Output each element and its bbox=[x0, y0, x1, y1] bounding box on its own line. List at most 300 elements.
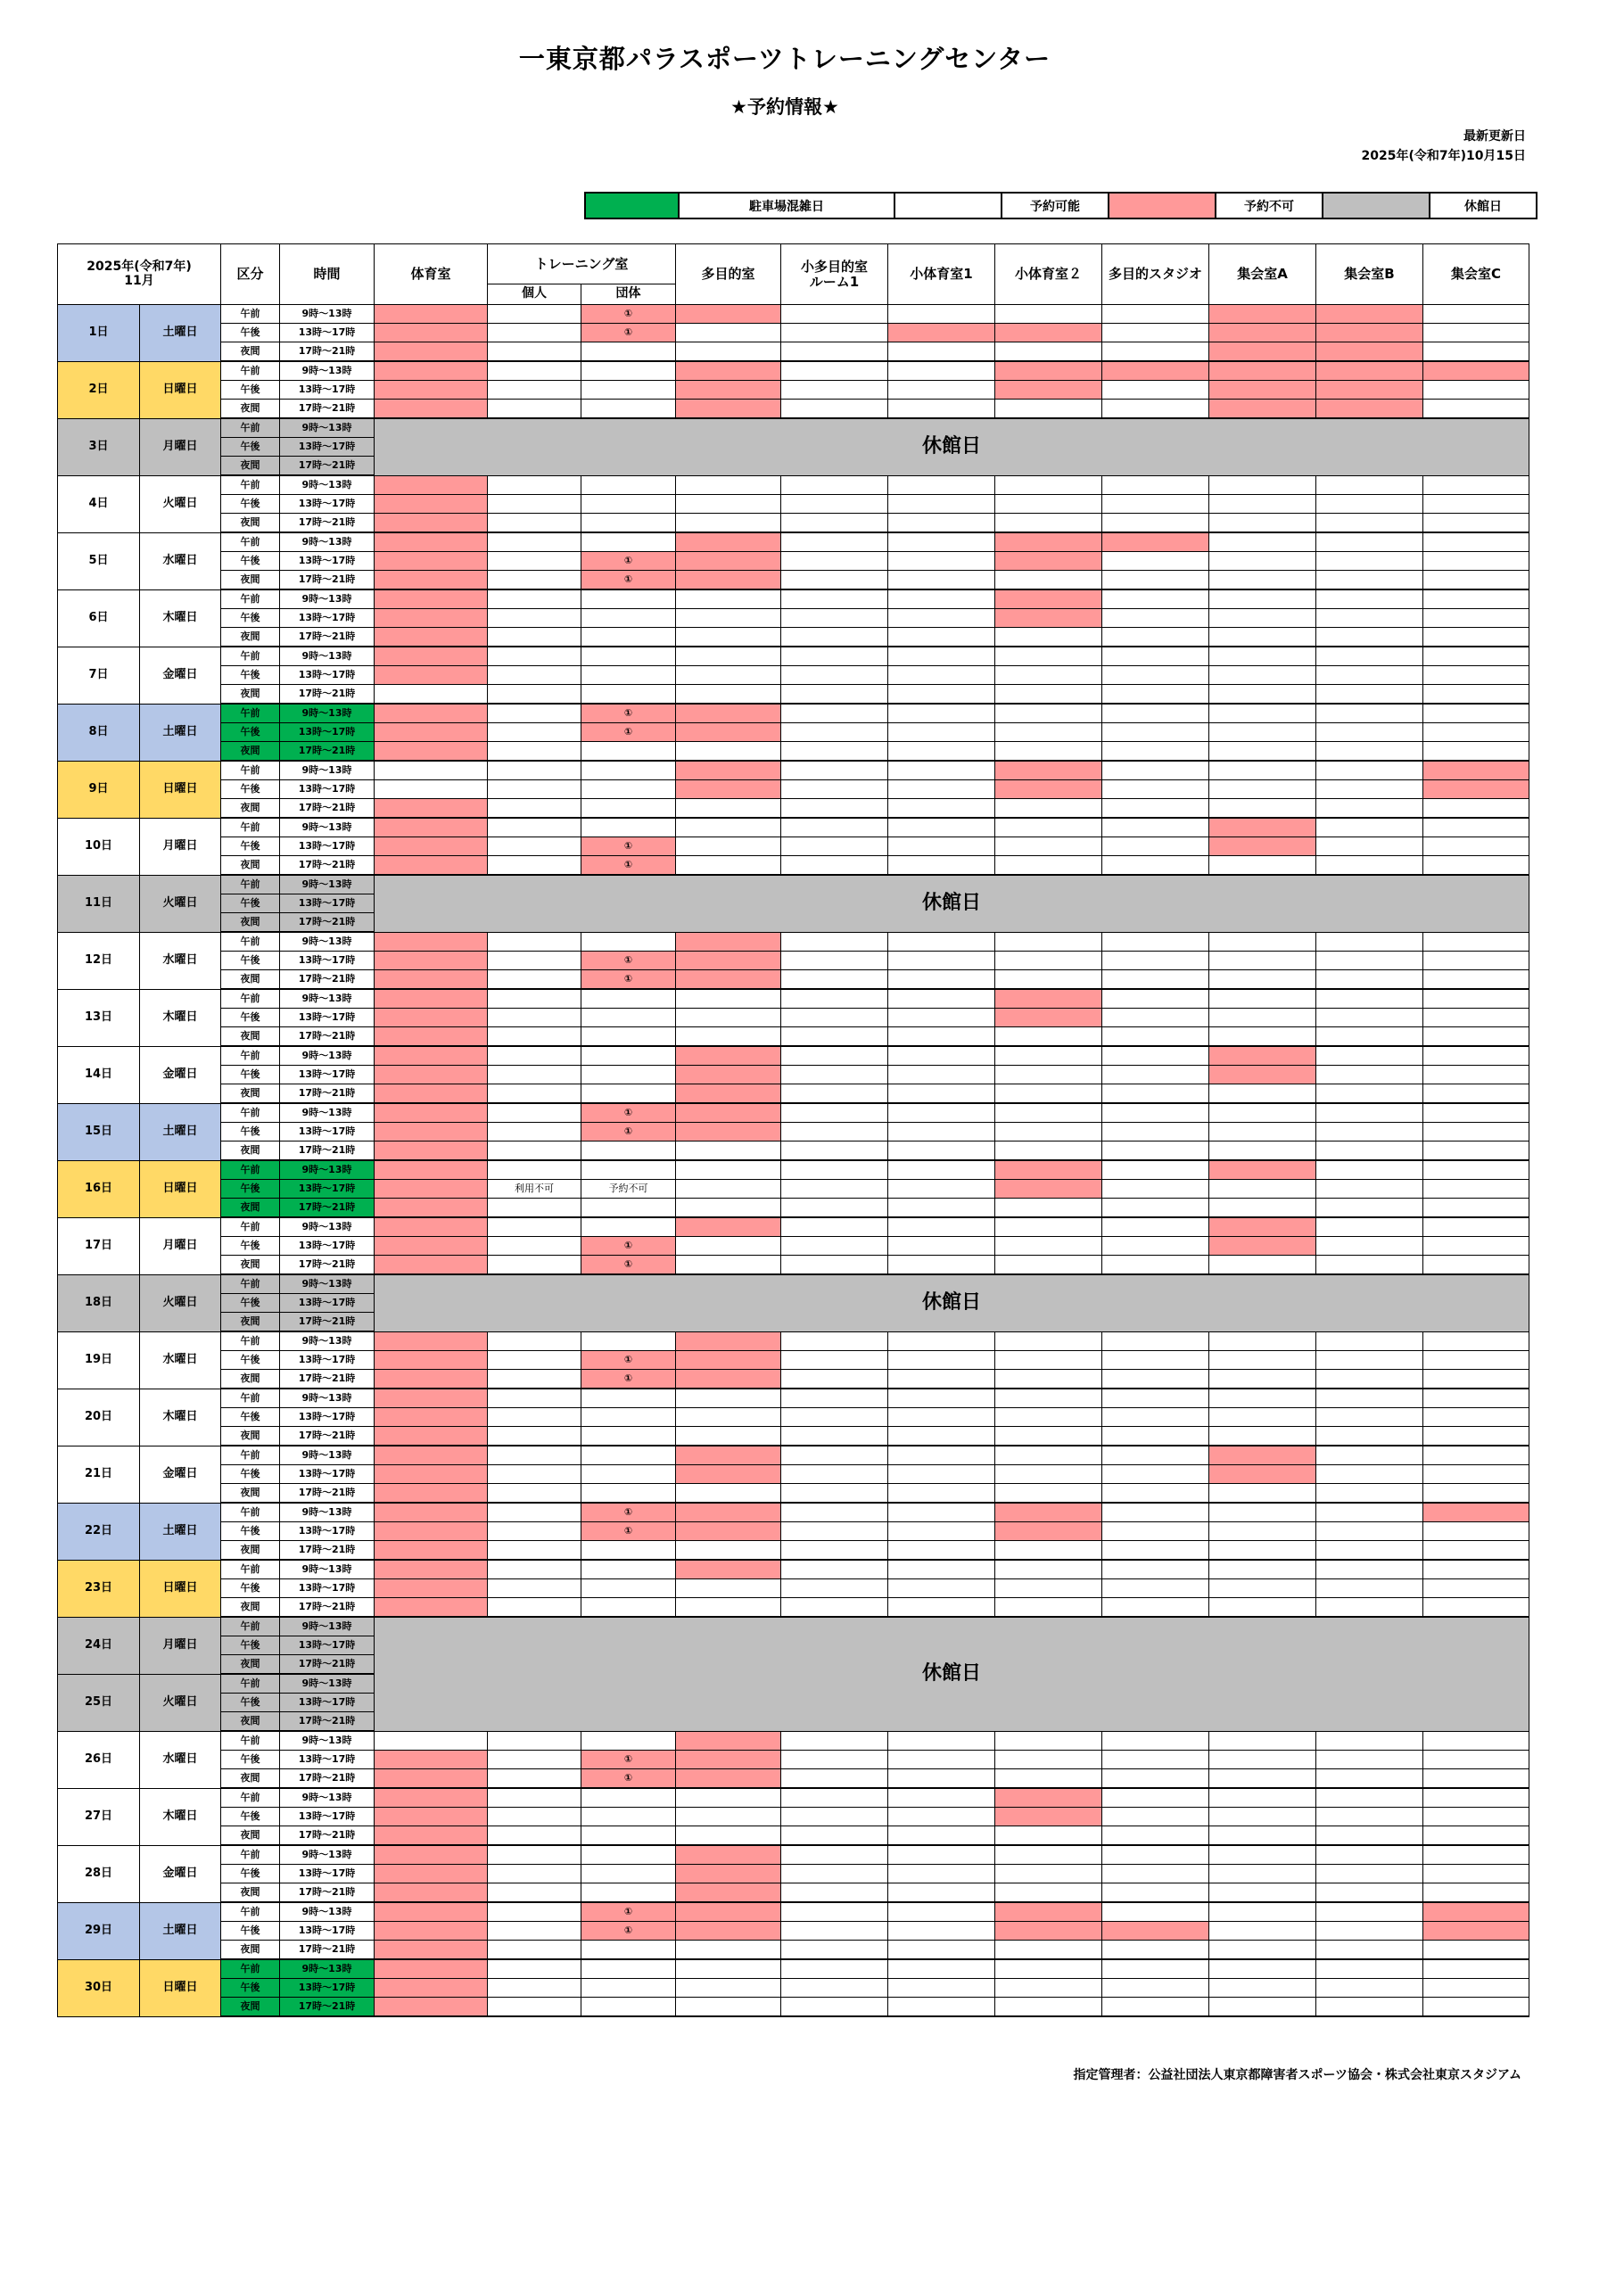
booking-cell-tr2[interactable]: ① bbox=[581, 1522, 676, 1541]
booking-cell-multi[interactable] bbox=[676, 1845, 781, 1865]
booking-cell-b[interactable] bbox=[1316, 552, 1423, 571]
booking-cell-b[interactable] bbox=[1316, 723, 1423, 742]
booking-cell-studio[interactable] bbox=[1102, 400, 1209, 419]
booking-cell-studio[interactable] bbox=[1102, 1427, 1209, 1446]
booking-cell-tr2[interactable] bbox=[581, 1598, 676, 1618]
booking-cell-s1[interactable] bbox=[888, 818, 995, 837]
booking-cell-s2[interactable] bbox=[995, 628, 1102, 647]
booking-cell-tr2[interactable] bbox=[581, 1446, 676, 1465]
booking-cell-s1[interactable] bbox=[888, 704, 995, 723]
booking-cell-s2[interactable] bbox=[995, 1522, 1102, 1541]
booking-cell-tr2[interactable] bbox=[581, 342, 676, 362]
booking-cell-tr1[interactable] bbox=[488, 1865, 581, 1883]
booking-cell-tr1[interactable] bbox=[488, 1237, 581, 1256]
booking-cell-a[interactable] bbox=[1209, 1788, 1316, 1808]
booking-cell-b[interactable] bbox=[1316, 1351, 1423, 1370]
booking-cell-s2[interactable] bbox=[995, 1560, 1102, 1579]
booking-cell-a[interactable] bbox=[1209, 1160, 1316, 1180]
booking-cell-small1[interactable] bbox=[781, 1598, 888, 1618]
booking-cell-small1[interactable] bbox=[781, 475, 888, 495]
booking-cell-c[interactable] bbox=[1423, 1865, 1529, 1883]
booking-cell-s1[interactable] bbox=[888, 1865, 995, 1883]
booking-cell-gym[interactable] bbox=[375, 932, 488, 952]
booking-cell-tr1[interactable] bbox=[488, 1541, 581, 1561]
booking-cell-s2[interactable] bbox=[995, 609, 1102, 628]
booking-cell-b[interactable] bbox=[1316, 1845, 1423, 1865]
booking-cell-s2[interactable] bbox=[995, 1922, 1102, 1941]
booking-cell-studio[interactable] bbox=[1102, 1446, 1209, 1465]
booking-cell-s1[interactable] bbox=[888, 1503, 995, 1522]
booking-cell-tr1[interactable] bbox=[488, 1084, 581, 1104]
booking-cell-gym[interactable] bbox=[375, 1769, 488, 1789]
booking-cell-multi[interactable] bbox=[676, 532, 781, 552]
booking-cell-tr2[interactable] bbox=[581, 589, 676, 609]
booking-cell-multi[interactable] bbox=[676, 1503, 781, 1522]
booking-cell-studio[interactable] bbox=[1102, 475, 1209, 495]
booking-cell-a[interactable] bbox=[1209, 400, 1316, 419]
booking-cell-b[interactable] bbox=[1316, 989, 1423, 1009]
booking-cell-s2[interactable] bbox=[995, 1046, 1102, 1066]
booking-cell-s2[interactable] bbox=[995, 1331, 1102, 1351]
booking-cell-tr2[interactable]: ① bbox=[581, 1370, 676, 1389]
booking-cell-small1[interactable] bbox=[781, 532, 888, 552]
booking-cell-a[interactable] bbox=[1209, 837, 1316, 856]
booking-cell-tr1[interactable] bbox=[488, 685, 581, 705]
booking-cell-b[interactable] bbox=[1316, 799, 1423, 819]
booking-cell-multi[interactable] bbox=[676, 1731, 781, 1751]
booking-cell-a[interactable] bbox=[1209, 305, 1316, 324]
booking-cell-tr1[interactable] bbox=[488, 1142, 581, 1161]
booking-cell-gym[interactable] bbox=[375, 1979, 488, 1998]
booking-cell-tr2[interactable] bbox=[581, 1883, 676, 1903]
booking-cell-tr1[interactable] bbox=[488, 952, 581, 970]
booking-cell-c[interactable] bbox=[1423, 1751, 1529, 1769]
booking-cell-c[interactable] bbox=[1423, 1142, 1529, 1161]
booking-cell-small1[interactable] bbox=[781, 305, 888, 324]
booking-cell-s2[interactable] bbox=[995, 856, 1102, 876]
booking-cell-s2[interactable] bbox=[995, 1959, 1102, 1979]
booking-cell-studio[interactable] bbox=[1102, 1180, 1209, 1199]
booking-cell-tr1[interactable] bbox=[488, 761, 581, 780]
booking-cell-multi[interactable] bbox=[676, 1998, 781, 2017]
booking-cell-tr2[interactable] bbox=[581, 1959, 676, 1979]
booking-cell-b[interactable] bbox=[1316, 1579, 1423, 1598]
booking-cell-tr2[interactable]: ① bbox=[581, 1256, 676, 1275]
booking-cell-c[interactable] bbox=[1423, 1217, 1529, 1237]
booking-cell-gym[interactable] bbox=[375, 1046, 488, 1066]
booking-cell-tr1[interactable] bbox=[488, 932, 581, 952]
booking-cell-s2[interactable] bbox=[995, 324, 1102, 342]
booking-cell-tr2[interactable] bbox=[581, 400, 676, 419]
booking-cell-s1[interactable] bbox=[888, 1408, 995, 1427]
booking-cell-multi[interactable] bbox=[676, 1826, 781, 1846]
booking-cell-a[interactable] bbox=[1209, 609, 1316, 628]
booking-cell-c[interactable] bbox=[1423, 342, 1529, 362]
booking-cell-c[interactable] bbox=[1423, 1541, 1529, 1561]
booking-cell-b[interactable] bbox=[1316, 324, 1423, 342]
booking-cell-s2[interactable] bbox=[995, 1123, 1102, 1142]
booking-cell-tr2[interactable] bbox=[581, 532, 676, 552]
booking-cell-gym[interactable] bbox=[375, 647, 488, 666]
booking-cell-multi[interactable] bbox=[676, 1902, 781, 1922]
booking-cell-b[interactable] bbox=[1316, 400, 1423, 419]
booking-cell-b[interactable] bbox=[1316, 1826, 1423, 1846]
booking-cell-gym[interactable] bbox=[375, 1408, 488, 1427]
booking-cell-tr2[interactable] bbox=[581, 609, 676, 628]
booking-cell-multi[interactable] bbox=[676, 1484, 781, 1504]
booking-cell-studio[interactable] bbox=[1102, 532, 1209, 552]
booking-cell-tr2[interactable] bbox=[581, 818, 676, 837]
booking-cell-gym[interactable] bbox=[375, 1541, 488, 1561]
booking-cell-tr1[interactable] bbox=[488, 1066, 581, 1084]
booking-cell-a[interactable] bbox=[1209, 1027, 1316, 1047]
booking-cell-multi[interactable] bbox=[676, 723, 781, 742]
booking-cell-gym[interactable] bbox=[375, 1522, 488, 1541]
booking-cell-b[interactable] bbox=[1316, 1256, 1423, 1275]
booking-cell-multi[interactable] bbox=[676, 932, 781, 952]
booking-cell-multi[interactable] bbox=[676, 495, 781, 514]
booking-cell-s2[interactable] bbox=[995, 1865, 1102, 1883]
booking-cell-gym[interactable] bbox=[375, 1598, 488, 1618]
booking-cell-tr1[interactable] bbox=[488, 1522, 581, 1541]
booking-cell-multi[interactable] bbox=[676, 818, 781, 837]
booking-cell-c[interactable] bbox=[1423, 742, 1529, 762]
booking-cell-c[interactable] bbox=[1423, 970, 1529, 990]
booking-cell-a[interactable] bbox=[1209, 1465, 1316, 1484]
booking-cell-small1[interactable] bbox=[781, 761, 888, 780]
booking-cell-a[interactable] bbox=[1209, 1142, 1316, 1161]
booking-cell-b[interactable] bbox=[1316, 609, 1423, 628]
booking-cell-tr1[interactable] bbox=[488, 589, 581, 609]
booking-cell-c[interactable] bbox=[1423, 571, 1529, 590]
booking-cell-b[interactable] bbox=[1316, 761, 1423, 780]
booking-cell-studio[interactable] bbox=[1102, 1066, 1209, 1084]
booking-cell-a[interactable] bbox=[1209, 952, 1316, 970]
booking-cell-tr1[interactable] bbox=[488, 495, 581, 514]
booking-cell-tr1[interactable] bbox=[488, 856, 581, 876]
booking-cell-a[interactable] bbox=[1209, 799, 1316, 819]
booking-cell-b[interactable] bbox=[1316, 495, 1423, 514]
booking-cell-c[interactable] bbox=[1423, 1522, 1529, 1541]
booking-cell-c[interactable] bbox=[1423, 1959, 1529, 1979]
booking-cell-tr2[interactable] bbox=[581, 1560, 676, 1579]
booking-cell-gym[interactable] bbox=[375, 532, 488, 552]
booking-cell-s1[interactable] bbox=[888, 856, 995, 876]
booking-cell-multi[interactable] bbox=[676, 1389, 781, 1408]
booking-cell-tr2[interactable]: ① bbox=[581, 1922, 676, 1941]
booking-cell-b[interactable] bbox=[1316, 1769, 1423, 1789]
booking-cell-s1[interactable] bbox=[888, 1084, 995, 1104]
booking-cell-studio[interactable] bbox=[1102, 1922, 1209, 1941]
booking-cell-studio[interactable] bbox=[1102, 1370, 1209, 1389]
booking-cell-studio[interactable] bbox=[1102, 1541, 1209, 1561]
booking-cell-c[interactable] bbox=[1423, 1979, 1529, 1998]
booking-cell-gym[interactable] bbox=[375, 666, 488, 685]
booking-cell-s1[interactable] bbox=[888, 780, 995, 799]
booking-cell-s1[interactable] bbox=[888, 1103, 995, 1123]
booking-cell-a[interactable] bbox=[1209, 571, 1316, 590]
booking-cell-s2[interactable] bbox=[995, 970, 1102, 990]
booking-cell-c[interactable] bbox=[1423, 1180, 1529, 1199]
booking-cell-small1[interactable] bbox=[781, 1845, 888, 1865]
booking-cell-studio[interactable] bbox=[1102, 1351, 1209, 1370]
booking-cell-small1[interactable] bbox=[781, 1066, 888, 1084]
booking-cell-c[interactable] bbox=[1423, 1788, 1529, 1808]
booking-cell-studio[interactable] bbox=[1102, 1142, 1209, 1161]
booking-cell-small1[interactable] bbox=[781, 1979, 888, 1998]
booking-cell-multi[interactable] bbox=[676, 856, 781, 876]
booking-cell-multi[interactable] bbox=[676, 742, 781, 762]
booking-cell-s2[interactable] bbox=[995, 1256, 1102, 1275]
booking-cell-studio[interactable] bbox=[1102, 1979, 1209, 1998]
booking-cell-small1[interactable] bbox=[781, 1046, 888, 1066]
booking-cell-a[interactable] bbox=[1209, 1731, 1316, 1751]
booking-cell-a[interactable] bbox=[1209, 1199, 1316, 1218]
booking-cell-small1[interactable] bbox=[781, 1751, 888, 1769]
booking-cell-s1[interactable] bbox=[888, 361, 995, 381]
booking-cell-c[interactable] bbox=[1423, 1731, 1529, 1751]
booking-cell-a[interactable] bbox=[1209, 1370, 1316, 1389]
booking-cell-small1[interactable] bbox=[781, 1256, 888, 1275]
booking-cell-c[interactable] bbox=[1423, 761, 1529, 780]
booking-cell-tr1[interactable] bbox=[488, 1389, 581, 1408]
booking-cell-s1[interactable] bbox=[888, 1256, 995, 1275]
booking-cell-s2[interactable] bbox=[995, 1808, 1102, 1826]
booking-cell-small1[interactable] bbox=[781, 1331, 888, 1351]
booking-cell-s2[interactable] bbox=[995, 780, 1102, 799]
booking-cell-c[interactable] bbox=[1423, 1046, 1529, 1066]
booking-cell-s2[interactable] bbox=[995, 1351, 1102, 1370]
booking-cell-small1[interactable] bbox=[781, 1959, 888, 1979]
booking-cell-multi[interactable] bbox=[676, 952, 781, 970]
booking-cell-tr1[interactable] bbox=[488, 1331, 581, 1351]
booking-cell-gym[interactable] bbox=[375, 1123, 488, 1142]
booking-cell-multi[interactable] bbox=[676, 1160, 781, 1180]
booking-cell-b[interactable] bbox=[1316, 1541, 1423, 1561]
booking-cell-tr1[interactable] bbox=[488, 799, 581, 819]
booking-cell-s2[interactable] bbox=[995, 400, 1102, 419]
booking-cell-studio[interactable] bbox=[1102, 685, 1209, 705]
booking-cell-multi[interactable] bbox=[676, 1009, 781, 1027]
booking-cell-b[interactable] bbox=[1316, 704, 1423, 723]
booking-cell-s2[interactable] bbox=[995, 1541, 1102, 1561]
booking-cell-multi[interactable] bbox=[676, 1560, 781, 1579]
booking-cell-gym[interactable] bbox=[375, 1826, 488, 1846]
booking-cell-tr2[interactable] bbox=[581, 1331, 676, 1351]
booking-cell-s1[interactable] bbox=[888, 1769, 995, 1789]
booking-cell-gym[interactable] bbox=[375, 1922, 488, 1941]
booking-cell-tr2[interactable] bbox=[581, 1808, 676, 1826]
booking-cell-gym[interactable] bbox=[375, 1579, 488, 1598]
booking-cell-s1[interactable] bbox=[888, 381, 995, 400]
booking-cell-s2[interactable] bbox=[995, 1883, 1102, 1903]
booking-cell-tr2[interactable] bbox=[581, 1084, 676, 1104]
booking-cell-b[interactable] bbox=[1316, 305, 1423, 324]
booking-cell-tr1[interactable] bbox=[488, 361, 581, 381]
booking-cell-small1[interactable] bbox=[781, 666, 888, 685]
booking-cell-small1[interactable] bbox=[781, 589, 888, 609]
booking-cell-s1[interactable] bbox=[888, 1959, 995, 1979]
booking-cell-s2[interactable] bbox=[995, 989, 1102, 1009]
booking-cell-b[interactable] bbox=[1316, 1160, 1423, 1180]
booking-cell-studio[interactable] bbox=[1102, 1579, 1209, 1598]
booking-cell-s2[interactable] bbox=[995, 742, 1102, 762]
booking-cell-gym[interactable] bbox=[375, 609, 488, 628]
booking-cell-multi[interactable] bbox=[676, 475, 781, 495]
booking-cell-a[interactable] bbox=[1209, 1865, 1316, 1883]
booking-cell-studio[interactable] bbox=[1102, 628, 1209, 647]
booking-cell-s1[interactable] bbox=[888, 1902, 995, 1922]
booking-cell-multi[interactable] bbox=[676, 571, 781, 590]
booking-cell-multi[interactable] bbox=[676, 666, 781, 685]
booking-cell-c[interactable] bbox=[1423, 818, 1529, 837]
booking-cell-s1[interactable] bbox=[888, 1389, 995, 1408]
booking-cell-c[interactable] bbox=[1423, 780, 1529, 799]
booking-cell-small1[interactable] bbox=[781, 1160, 888, 1180]
booking-cell-small1[interactable] bbox=[781, 799, 888, 819]
booking-cell-studio[interactable] bbox=[1102, 381, 1209, 400]
booking-cell-c[interactable] bbox=[1423, 1370, 1529, 1389]
booking-cell-gym[interactable] bbox=[375, 1389, 488, 1408]
booking-cell-c[interactable] bbox=[1423, 1922, 1529, 1941]
booking-cell-multi[interactable] bbox=[676, 400, 781, 419]
booking-cell-s1[interactable] bbox=[888, 1066, 995, 1084]
booking-cell-s1[interactable] bbox=[888, 1845, 995, 1865]
booking-cell-a[interactable] bbox=[1209, 1751, 1316, 1769]
booking-cell-studio[interactable] bbox=[1102, 589, 1209, 609]
booking-cell-multi[interactable] bbox=[676, 1788, 781, 1808]
booking-cell-c[interactable] bbox=[1423, 1446, 1529, 1465]
booking-cell-tr2[interactable]: ① bbox=[581, 1123, 676, 1142]
booking-cell-gym[interactable] bbox=[375, 818, 488, 837]
booking-cell-s2[interactable] bbox=[995, 381, 1102, 400]
booking-cell-tr1[interactable] bbox=[488, 514, 581, 533]
booking-cell-a[interactable] bbox=[1209, 1560, 1316, 1579]
booking-cell-small1[interactable] bbox=[781, 1769, 888, 1789]
booking-cell-b[interactable] bbox=[1316, 742, 1423, 762]
booking-cell-multi[interactable] bbox=[676, 589, 781, 609]
booking-cell-a[interactable] bbox=[1209, 1237, 1316, 1256]
booking-cell-studio[interactable] bbox=[1102, 1560, 1209, 1579]
booking-cell-c[interactable] bbox=[1423, 1199, 1529, 1218]
booking-cell-a[interactable] bbox=[1209, 1484, 1316, 1504]
booking-cell-studio[interactable] bbox=[1102, 837, 1209, 856]
booking-cell-s2[interactable] bbox=[995, 761, 1102, 780]
booking-cell-b[interactable] bbox=[1316, 1865, 1423, 1883]
booking-cell-studio[interactable] bbox=[1102, 780, 1209, 799]
booking-cell-tr1[interactable] bbox=[488, 647, 581, 666]
booking-cell-gym[interactable] bbox=[375, 495, 488, 514]
booking-cell-c[interactable] bbox=[1423, 685, 1529, 705]
booking-cell-small1[interactable] bbox=[781, 1123, 888, 1142]
booking-cell-tr2[interactable] bbox=[581, 514, 676, 533]
booking-cell-c[interactable] bbox=[1423, 1237, 1529, 1256]
booking-cell-s2[interactable] bbox=[995, 1998, 1102, 2017]
booking-cell-tr2[interactable] bbox=[581, 1027, 676, 1047]
booking-cell-s1[interactable] bbox=[888, 1788, 995, 1808]
booking-cell-studio[interactable] bbox=[1102, 1808, 1209, 1826]
booking-cell-studio[interactable] bbox=[1102, 1503, 1209, 1522]
booking-cell-small1[interactable] bbox=[781, 1009, 888, 1027]
booking-cell-multi[interactable] bbox=[676, 1427, 781, 1446]
booking-cell-s1[interactable] bbox=[888, 1217, 995, 1237]
booking-cell-small1[interactable] bbox=[781, 1503, 888, 1522]
booking-cell-small1[interactable] bbox=[781, 1484, 888, 1504]
booking-cell-tr1[interactable] bbox=[488, 1046, 581, 1066]
booking-cell-tr1[interactable] bbox=[488, 305, 581, 324]
booking-cell-gym[interactable] bbox=[375, 1808, 488, 1826]
booking-cell-b[interactable] bbox=[1316, 1998, 1423, 2017]
booking-cell-tr2[interactable] bbox=[581, 628, 676, 647]
booking-cell-multi[interactable] bbox=[676, 1084, 781, 1104]
booking-cell-a[interactable] bbox=[1209, 628, 1316, 647]
booking-cell-small1[interactable] bbox=[781, 381, 888, 400]
booking-cell-b[interactable] bbox=[1316, 1237, 1423, 1256]
booking-cell-tr2[interactable] bbox=[581, 1009, 676, 1027]
booking-cell-small1[interactable] bbox=[781, 1408, 888, 1427]
booking-cell-a[interactable] bbox=[1209, 723, 1316, 742]
booking-cell-tr1[interactable] bbox=[488, 1751, 581, 1769]
booking-cell-small1[interactable] bbox=[781, 324, 888, 342]
booking-cell-small1[interactable] bbox=[781, 1541, 888, 1561]
booking-cell-multi[interactable] bbox=[676, 780, 781, 799]
booking-cell-s1[interactable] bbox=[888, 1998, 995, 2017]
booking-cell-s2[interactable] bbox=[995, 1389, 1102, 1408]
booking-cell-tr2[interactable] bbox=[581, 780, 676, 799]
booking-cell-c[interactable] bbox=[1423, 704, 1529, 723]
booking-cell-gym[interactable] bbox=[375, 1066, 488, 1084]
booking-cell-gym[interactable] bbox=[375, 1180, 488, 1199]
booking-cell-tr1[interactable] bbox=[488, 1826, 581, 1846]
booking-cell-tr2[interactable] bbox=[581, 1217, 676, 1237]
booking-cell-a[interactable] bbox=[1209, 475, 1316, 495]
booking-cell-c[interactable] bbox=[1423, 1883, 1529, 1903]
booking-cell-s1[interactable] bbox=[888, 1331, 995, 1351]
booking-cell-multi[interactable] bbox=[676, 647, 781, 666]
booking-cell-studio[interactable] bbox=[1102, 1217, 1209, 1237]
booking-cell-c[interactable] bbox=[1423, 400, 1529, 419]
booking-cell-tr2[interactable] bbox=[581, 1579, 676, 1598]
booking-cell-gym[interactable] bbox=[375, 475, 488, 495]
booking-cell-c[interactable] bbox=[1423, 1084, 1529, 1104]
booking-cell-b[interactable] bbox=[1316, 1922, 1423, 1941]
booking-cell-a[interactable] bbox=[1209, 970, 1316, 990]
booking-cell-b[interactable] bbox=[1316, 932, 1423, 952]
booking-cell-small1[interactable] bbox=[781, 837, 888, 856]
booking-cell-s1[interactable] bbox=[888, 647, 995, 666]
booking-cell-tr1[interactable] bbox=[488, 1598, 581, 1618]
booking-cell-s1[interactable] bbox=[888, 532, 995, 552]
booking-cell-tr1[interactable] bbox=[488, 1351, 581, 1370]
booking-cell-a[interactable] bbox=[1209, 1522, 1316, 1541]
booking-cell-multi[interactable] bbox=[676, 305, 781, 324]
booking-cell-tr1[interactable] bbox=[488, 970, 581, 990]
booking-cell-c[interactable] bbox=[1423, 532, 1529, 552]
booking-cell-a[interactable] bbox=[1209, 552, 1316, 571]
booking-cell-s1[interactable] bbox=[888, 837, 995, 856]
booking-cell-gym[interactable] bbox=[375, 970, 488, 990]
booking-cell-tr2[interactable] bbox=[581, 361, 676, 381]
booking-cell-a[interactable] bbox=[1209, 1883, 1316, 1903]
booking-cell-b[interactable] bbox=[1316, 952, 1423, 970]
booking-cell-tr1[interactable] bbox=[488, 1256, 581, 1275]
booking-cell-b[interactable] bbox=[1316, 1959, 1423, 1979]
booking-cell-s1[interactable] bbox=[888, 1808, 995, 1826]
booking-cell-s1[interactable] bbox=[888, 1579, 995, 1598]
booking-cell-studio[interactable] bbox=[1102, 723, 1209, 742]
booking-cell-small1[interactable] bbox=[781, 1351, 888, 1370]
booking-cell-tr1[interactable] bbox=[488, 609, 581, 628]
